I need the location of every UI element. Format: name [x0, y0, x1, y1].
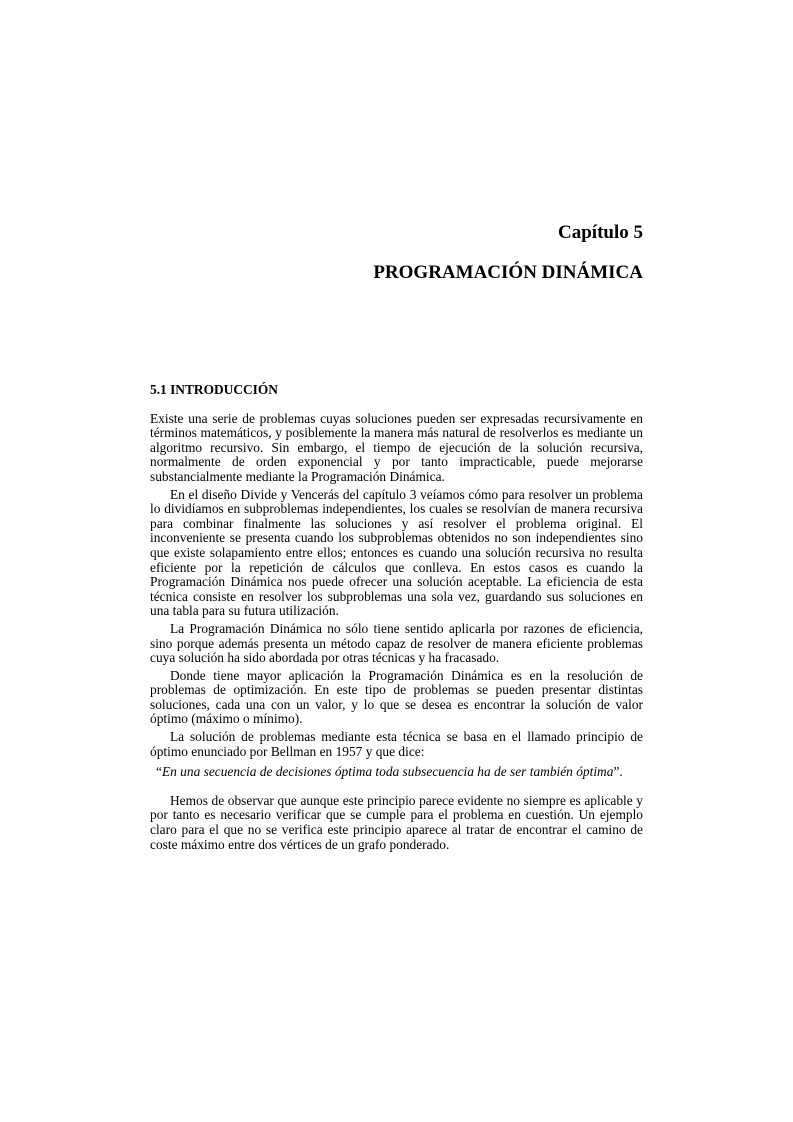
paragraph-divide-venceras: En el diseño Divide y Vencerás del capítulo 3 veíamos cómo para resolver un problema lo dividíamos en subproblemas independientes, los cuales se resolvían de manera recursiva para combinar finalmente las soluciones y así resolver el problema original. El inconveniente se presenta cuando los subproblemas obtenidos no son independientes sino que existe solapamiento entre ellos; entonces es cuando una solución recursiva no resulta eficiente por la repetición de cálculos que conlleva. En estos casos es cuando la Programación Dinámica nos puede ofrecer una solución aceptable. La eficiencia de esta técnica consiste en resolver los subproblemas una sola vez, guardando sus soluciones en una tabla para su futura utilización. [150, 486, 643, 619]
section-heading: 5.1 INTRODUCCIÓN [150, 382, 278, 397]
paragraph-principio-optimo: La solución de problemas mediante esta técnica se basa en el llamado principio de óptimo enunciado por Bellman en 1957 y que dice: [150, 729, 643, 759]
chapter-title: PROGRAMACIÓN DINÁMICA [373, 262, 643, 283]
paragraph-eficiencia: La Programación Dinámica no sólo tiene sentido aplicarla por razones de eficiencia, sino porque además presenta un método capaz de resolver de manera eficiente problemas cuya solución ha sido abordada por otras técnicas y ha fracasado. [150, 620, 643, 666]
page-body [150, 383, 643, 855]
quote-open-mark: “ [156, 764, 162, 780]
paragraph-closing: Hemos de observar que aunque este principio parece evidente no siempre es aplicable y por tanto es necesario verificar que se cumple para el problema en cuestión. Un ejemplo claro para el que no se verifica este principio aparece al tratar de encontrar el camino de coste máximo entre dos vértices de un grafo ponderado. [150, 792, 643, 852]
bellman-quote [156, 765, 643, 780]
paragraph-intro: Existe una serie de problemas cuyas soluciones pueden ser expresadas recursivamente en términos matemáticos, y posiblemente la manera más natural de resolverlos es mediante un algoritmo recursivo. Sin embargo, el tiempo de ejecución de la solución recursiva, normalmente de orden exponencial y por tanto impracticable, puede mejorarse substancialmente mediante la Programación Dinámica. [150, 410, 643, 484]
quote-text: En una secuencia de decisiones óptima toda subsecuencia ha de ser también óptima [161, 764, 614, 780]
quote-close-mark: ”. [613, 764, 623, 780]
chapter-number: Capítulo 5 [558, 222, 643, 243]
paragraph-optimizacion: Donde tiene mayor aplicación la Programación Dinámica es en la resolución de problemas de optimización. En este tipo de problemas se pueden presentar distintas soluciones, cada una con un valor, y lo que se desea es encontrar la solución de valor óptimo (máximo o mínimo). [150, 667, 643, 727]
